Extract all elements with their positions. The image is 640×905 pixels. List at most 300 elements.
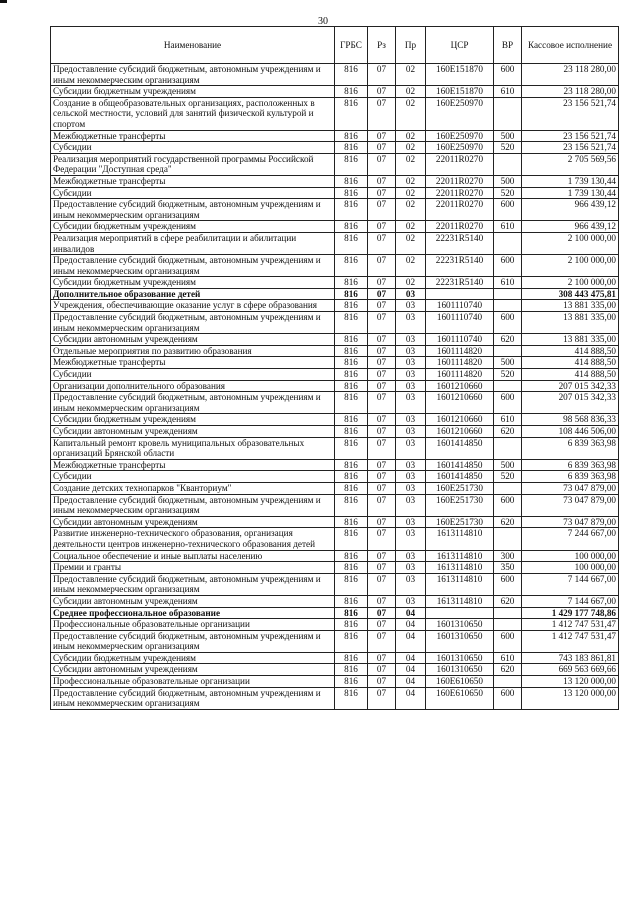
table-row	[51, 482, 619, 494]
cell-rz: 07	[368, 573, 396, 595]
cell-amount: 669 563 669,66	[522, 664, 619, 676]
cell-rz: 07	[368, 300, 396, 312]
cell-vr: 300	[494, 550, 522, 562]
cell-grbs: 816	[335, 345, 368, 357]
table-row	[51, 550, 619, 562]
cell-rz: 07	[368, 595, 396, 607]
cell-amount: 13 881 335,00	[522, 300, 619, 312]
cell-csr: 160E251730	[426, 516, 494, 528]
cell-name: Учреждения, обеспечивающие оказание услуг в сфере образования	[51, 300, 335, 312]
cell-name: Субсидии автономным учреждениям	[51, 426, 335, 438]
cell-vr	[494, 619, 522, 631]
cell-csr: 160E610650	[426, 676, 494, 688]
cell-pr: 03	[396, 437, 426, 459]
cell-amount: 23 156 521,74	[522, 97, 619, 130]
cell-rz: 07	[368, 380, 396, 392]
cell-grbs: 816	[335, 97, 368, 130]
cell-amount: 13 120 000,00	[522, 687, 619, 709]
cell-name: Социальное обеспечение и иные выплаты населению	[51, 550, 335, 562]
cell-pr: 03	[396, 380, 426, 392]
cell-rz: 07	[368, 676, 396, 688]
cell-grbs: 816	[335, 312, 368, 334]
cell-rz: 07	[368, 619, 396, 631]
cell-amount: 2 100 000,00	[522, 232, 619, 254]
cell-name: Межбюджетные трансферты	[51, 357, 335, 369]
cell-name: Предоставление субсидий бюджетным, автономным учреждениям и иным некоммерческим организациям	[51, 630, 335, 652]
cell-pr: 03	[396, 312, 426, 334]
cell-vr: 600	[494, 494, 522, 516]
cell-amount: 23 156 521,74	[522, 130, 619, 142]
cell-pr: 02	[396, 64, 426, 86]
cell-csr: 22011R0270	[426, 153, 494, 175]
cell-csr: 1601414850	[426, 471, 494, 483]
cell-pr: 04	[396, 652, 426, 664]
cell-amount: 6 839 363,98	[522, 459, 619, 471]
cell-amount: 73 047 879,00	[522, 482, 619, 494]
cell-pr: 04	[396, 607, 426, 619]
cell-amount: 7 144 667,00	[522, 595, 619, 607]
cell-rz: 07	[368, 345, 396, 357]
cell-vr: 520	[494, 471, 522, 483]
cell-vr: 620	[494, 334, 522, 346]
cell-rz: 07	[368, 482, 396, 494]
cell-vr: 600	[494, 312, 522, 334]
table-row	[51, 595, 619, 607]
table-row	[51, 288, 619, 300]
cell-pr: 03	[396, 357, 426, 369]
table-row	[51, 414, 619, 426]
cell-vr	[494, 97, 522, 130]
table-row	[51, 97, 619, 130]
cell-rz: 07	[368, 369, 396, 381]
table-row	[51, 86, 619, 98]
table-row	[51, 494, 619, 516]
cell-csr: 1601110740	[426, 300, 494, 312]
cell-grbs: 816	[335, 86, 368, 98]
cell-pr: 03	[396, 369, 426, 381]
header-grbs: ГРБС	[335, 27, 368, 64]
cell-pr: 03	[396, 334, 426, 346]
cell-pr: 03	[396, 471, 426, 483]
cell-rz: 07	[368, 86, 396, 98]
cell-grbs: 816	[335, 630, 368, 652]
cell-amount: 2 705 569,56	[522, 153, 619, 175]
cell-amount: 73 047 879,00	[522, 494, 619, 516]
table-row	[51, 630, 619, 652]
header-name: Наименование	[51, 27, 335, 64]
cell-vr: 520	[494, 369, 522, 381]
cell-pr: 04	[396, 687, 426, 709]
table-row	[51, 687, 619, 709]
cell-grbs: 816	[335, 573, 368, 595]
cell-amount: 1 412 747 531,47	[522, 619, 619, 631]
cell-vr: 500	[494, 130, 522, 142]
cell-csr: 160E250970	[426, 130, 494, 142]
cell-amount: 108 446 506,00	[522, 426, 619, 438]
cell-rz: 07	[368, 471, 396, 483]
table-body	[51, 64, 619, 710]
cell-vr	[494, 288, 522, 300]
cell-pr: 03	[396, 288, 426, 300]
cell-csr: 22011R0270	[426, 187, 494, 199]
cell-vr: 620	[494, 426, 522, 438]
table-row	[51, 300, 619, 312]
cell-name: Развитие инженерно-технического образования, организация деятельности центров инженерно-технического образования детей	[51, 528, 335, 550]
cell-csr: 1613114810	[426, 562, 494, 574]
cell-rz: 07	[368, 277, 396, 289]
cell-amount: 6 839 363,98	[522, 471, 619, 483]
cell-vr	[494, 528, 522, 550]
cell-amount: 1 412 747 531,47	[522, 630, 619, 652]
cell-pr: 02	[396, 232, 426, 254]
cell-csr: 160E610650	[426, 687, 494, 709]
cell-name: Профессиональные образовательные организации	[51, 619, 335, 631]
table-row	[51, 573, 619, 595]
cell-csr: 1601114820	[426, 357, 494, 369]
cell-vr: 500	[494, 175, 522, 187]
cell-rz: 07	[368, 607, 396, 619]
table-row	[51, 334, 619, 346]
cell-rz: 07	[368, 664, 396, 676]
cell-vr	[494, 676, 522, 688]
cell-vr: 350	[494, 562, 522, 574]
cell-name: Дополнительное образование детей	[51, 288, 335, 300]
cell-grbs: 816	[335, 277, 368, 289]
header-rz: Рз	[368, 27, 396, 64]
cell-grbs: 816	[335, 426, 368, 438]
table-row	[51, 221, 619, 233]
cell-csr: 1601310650	[426, 652, 494, 664]
table-row	[51, 607, 619, 619]
cell-grbs: 816	[335, 607, 368, 619]
cell-rz: 07	[368, 550, 396, 562]
cell-rz: 07	[368, 426, 396, 438]
cell-vr: 600	[494, 392, 522, 414]
cell-amount: 98 568 836,33	[522, 414, 619, 426]
cell-csr: 1601310650	[426, 664, 494, 676]
cell-pr: 02	[396, 86, 426, 98]
page-number: 30	[318, 16, 328, 27]
cell-vr: 620	[494, 516, 522, 528]
cell-rz: 07	[368, 334, 396, 346]
cell-vr: 520	[494, 187, 522, 199]
budget-execution-table	[50, 26, 619, 710]
cell-name: Предоставление субсидий бюджетным, автономным учреждениям и иным некоммерческим организациям	[51, 255, 335, 277]
table-row	[51, 471, 619, 483]
cell-csr: 22231R5140	[426, 232, 494, 254]
cell-pr: 02	[396, 97, 426, 130]
cell-vr: 600	[494, 64, 522, 86]
cell-csr: 1601210660	[426, 426, 494, 438]
cell-rz: 07	[368, 130, 396, 142]
cell-amount: 13 881 335,00	[522, 334, 619, 346]
cell-csr	[426, 607, 494, 619]
cell-grbs: 816	[335, 528, 368, 550]
cell-grbs: 816	[335, 334, 368, 346]
cell-grbs: 816	[335, 142, 368, 154]
cell-csr: 1601210660	[426, 392, 494, 414]
cell-rz: 07	[368, 187, 396, 199]
table-row	[51, 357, 619, 369]
cell-csr: 160E250970	[426, 97, 494, 130]
cell-csr: 22011R0270	[426, 175, 494, 187]
header-csr: ЦСР	[426, 27, 494, 64]
cell-name: Реализация мероприятий в сфере реабилитации и абилитации инвалидов	[51, 232, 335, 254]
cell-amount: 13 881 335,00	[522, 312, 619, 334]
cell-name: Организации дополнительного образования	[51, 380, 335, 392]
cell-name: Субсидии бюджетным учреждениям	[51, 221, 335, 233]
cell-vr	[494, 437, 522, 459]
cell-grbs: 816	[335, 652, 368, 664]
cell-csr: 1601114820	[426, 345, 494, 357]
cell-pr: 03	[396, 482, 426, 494]
table-row	[51, 426, 619, 438]
cell-grbs: 816	[335, 153, 368, 175]
cell-name: Премии и гранты	[51, 562, 335, 574]
cell-grbs: 816	[335, 300, 368, 312]
table-row	[51, 664, 619, 676]
scan-corner-mark	[0, 0, 7, 3]
cell-pr: 02	[396, 130, 426, 142]
cell-csr: 1613114810	[426, 573, 494, 595]
cell-pr: 03	[396, 516, 426, 528]
cell-grbs: 816	[335, 595, 368, 607]
cell-vr: 600	[494, 255, 522, 277]
cell-csr: 1601210660	[426, 414, 494, 426]
cell-pr: 03	[396, 550, 426, 562]
cell-name: Предоставление субсидий бюджетным, автономным учреждениям и иным некоммерческим организациям	[51, 392, 335, 414]
cell-name: Межбюджетные трансферты	[51, 130, 335, 142]
cell-name: Субсидии	[51, 369, 335, 381]
cell-rz: 07	[368, 528, 396, 550]
cell-amount: 743 183 861,81	[522, 652, 619, 664]
cell-grbs: 816	[335, 550, 368, 562]
cell-pr: 03	[396, 414, 426, 426]
cell-rz: 07	[368, 652, 396, 664]
cell-amount: 6 839 363,98	[522, 437, 619, 459]
table-row	[51, 392, 619, 414]
cell-csr: 160E251730	[426, 494, 494, 516]
cell-csr: 160E151870	[426, 86, 494, 98]
cell-pr: 03	[396, 426, 426, 438]
cell-pr: 02	[396, 199, 426, 221]
cell-rz: 07	[368, 437, 396, 459]
cell-rz: 07	[368, 175, 396, 187]
cell-vr: 600	[494, 199, 522, 221]
cell-rz: 07	[368, 221, 396, 233]
table-row	[51, 619, 619, 631]
table-row	[51, 345, 619, 357]
cell-grbs: 816	[335, 288, 368, 300]
cell-rz: 07	[368, 312, 396, 334]
cell-vr	[494, 482, 522, 494]
cell-vr	[494, 607, 522, 619]
cell-vr: 520	[494, 142, 522, 154]
cell-rz: 07	[368, 392, 396, 414]
cell-rz: 07	[368, 516, 396, 528]
cell-name: Предоставление субсидий бюджетным, автономным учреждениям и иным некоммерческим организациям	[51, 64, 335, 86]
cell-amount: 207 015 342,33	[522, 380, 619, 392]
cell-name: Субсидии бюджетным учреждениям	[51, 86, 335, 98]
cell-amount: 1 429 177 748,86	[522, 607, 619, 619]
cell-rz: 07	[368, 630, 396, 652]
cell-name: Отдельные мероприятия по развитию образования	[51, 345, 335, 357]
cell-pr: 02	[396, 221, 426, 233]
cell-grbs: 816	[335, 619, 368, 631]
cell-rz: 07	[368, 357, 396, 369]
cell-csr: 160E250970	[426, 142, 494, 154]
cell-csr: 1613114810	[426, 528, 494, 550]
cell-vr	[494, 232, 522, 254]
cell-grbs: 816	[335, 414, 368, 426]
table-header-row	[51, 27, 619, 64]
table-row	[51, 437, 619, 459]
cell-grbs: 816	[335, 380, 368, 392]
cell-name: Субсидии	[51, 187, 335, 199]
cell-pr: 02	[396, 255, 426, 277]
cell-pr: 03	[396, 494, 426, 516]
cell-name: Профессиональные образовательные организации	[51, 676, 335, 688]
table-row	[51, 312, 619, 334]
cell-csr: 1601210660	[426, 380, 494, 392]
cell-grbs: 816	[335, 130, 368, 142]
cell-csr: 1601414850	[426, 459, 494, 471]
table-row	[51, 232, 619, 254]
cell-grbs: 816	[335, 221, 368, 233]
cell-amount: 1 739 130,44	[522, 187, 619, 199]
cell-rz: 07	[368, 562, 396, 574]
cell-grbs: 816	[335, 687, 368, 709]
cell-vr	[494, 300, 522, 312]
cell-rz: 07	[368, 687, 396, 709]
cell-amount: 414 888,50	[522, 345, 619, 357]
cell-pr: 03	[396, 595, 426, 607]
cell-rz: 07	[368, 459, 396, 471]
cell-amount: 207 015 342,33	[522, 392, 619, 414]
cell-name: Субсидии автономным учреждениям	[51, 595, 335, 607]
table-row	[51, 153, 619, 175]
table-row	[51, 199, 619, 221]
cell-csr	[426, 288, 494, 300]
cell-grbs: 816	[335, 199, 368, 221]
cell-amount: 100 000,00	[522, 550, 619, 562]
cell-name: Создание детских технопарков "Кванториум"	[51, 482, 335, 494]
cell-csr: 22011R0270	[426, 221, 494, 233]
cell-rz: 07	[368, 232, 396, 254]
cell-name: Реализация мероприятий государственной программы Российской Федерации "Доступная среда"	[51, 153, 335, 175]
cell-pr: 03	[396, 392, 426, 414]
cell-pr: 02	[396, 277, 426, 289]
cell-grbs: 816	[335, 664, 368, 676]
cell-amount: 13 120 000,00	[522, 676, 619, 688]
cell-grbs: 816	[335, 482, 368, 494]
cell-vr: 600	[494, 573, 522, 595]
cell-name: Создание в общеобразовательных организациях, расположенных в сельской местности, условий для занятий физической культурой и спортом	[51, 97, 335, 130]
table-row	[51, 64, 619, 86]
cell-name: Предоставление субсидий бюджетным, автономным учреждениям и иным некоммерческим организациям	[51, 687, 335, 709]
cell-vr: 610	[494, 86, 522, 98]
cell-vr: 610	[494, 652, 522, 664]
cell-amount: 7 244 667,00	[522, 528, 619, 550]
cell-name: Субсидии автономным учреждениям	[51, 334, 335, 346]
cell-amount: 308 443 475,81	[522, 288, 619, 300]
cell-grbs: 816	[335, 392, 368, 414]
cell-csr: 22231R5140	[426, 277, 494, 289]
cell-grbs: 816	[335, 232, 368, 254]
cell-amount: 23 118 280,00	[522, 64, 619, 86]
cell-name: Капитальный ремонт кровель муниципальных образовательных организаций Брянской области	[51, 437, 335, 459]
table-row	[51, 562, 619, 574]
cell-amount: 73 047 879,00	[522, 516, 619, 528]
table-row	[51, 175, 619, 187]
cell-pr: 02	[396, 187, 426, 199]
cell-name: Субсидии автономным учреждениям	[51, 516, 335, 528]
cell-grbs: 816	[335, 187, 368, 199]
cell-pr: 03	[396, 459, 426, 471]
cell-grbs: 816	[335, 459, 368, 471]
cell-csr: 1613114810	[426, 550, 494, 562]
cell-rz: 07	[368, 288, 396, 300]
cell-vr: 610	[494, 277, 522, 289]
cell-vr	[494, 153, 522, 175]
cell-name: Предоставление субсидий бюджетным, автономным учреждениям и иным некоммерческим организациям	[51, 494, 335, 516]
cell-csr: 22011R0270	[426, 199, 494, 221]
cell-csr: 22231R5140	[426, 255, 494, 277]
cell-grbs: 816	[335, 676, 368, 688]
table-row	[51, 652, 619, 664]
cell-amount: 2 100 000,00	[522, 255, 619, 277]
cell-csr: 1601114820	[426, 369, 494, 381]
cell-name: Среднее профессиональное образование	[51, 607, 335, 619]
table-row	[51, 255, 619, 277]
cell-grbs: 816	[335, 357, 368, 369]
cell-vr: 500	[494, 459, 522, 471]
cell-amount: 414 888,50	[522, 369, 619, 381]
cell-vr: 610	[494, 221, 522, 233]
cell-name: Субсидии бюджетным учреждениям	[51, 652, 335, 664]
cell-name: Предоставление субсидий бюджетным, автономным учреждениям и иным некоммерческим организациям	[51, 312, 335, 334]
cell-pr: 03	[396, 573, 426, 595]
cell-amount: 23 156 521,74	[522, 142, 619, 154]
cell-pr: 03	[396, 562, 426, 574]
cell-vr: 600	[494, 687, 522, 709]
table-row	[51, 369, 619, 381]
cell-name: Предоставление субсидий бюджетным, автономным учреждениям и иным некоммерческим организациям	[51, 199, 335, 221]
table-row	[51, 528, 619, 550]
cell-amount: 966 439,12	[522, 199, 619, 221]
cell-csr: 160E251730	[426, 482, 494, 494]
cell-csr: 1601110740	[426, 334, 494, 346]
header-pr: Пр	[396, 27, 426, 64]
cell-rz: 07	[368, 494, 396, 516]
cell-vr: 620	[494, 664, 522, 676]
cell-amount: 23 118 280,00	[522, 86, 619, 98]
cell-csr: 160E151870	[426, 64, 494, 86]
cell-rz: 07	[368, 153, 396, 175]
cell-rz: 07	[368, 64, 396, 86]
cell-rz: 07	[368, 199, 396, 221]
cell-vr: 620	[494, 595, 522, 607]
cell-name: Межбюджетные трансферты	[51, 459, 335, 471]
table-row	[51, 277, 619, 289]
cell-rz: 07	[368, 255, 396, 277]
cell-amount: 2 100 000,00	[522, 277, 619, 289]
cell-rz: 07	[368, 142, 396, 154]
cell-pr: 04	[396, 630, 426, 652]
cell-amount: 414 888,50	[522, 357, 619, 369]
table-row	[51, 676, 619, 688]
cell-csr: 1601414850	[426, 437, 494, 459]
